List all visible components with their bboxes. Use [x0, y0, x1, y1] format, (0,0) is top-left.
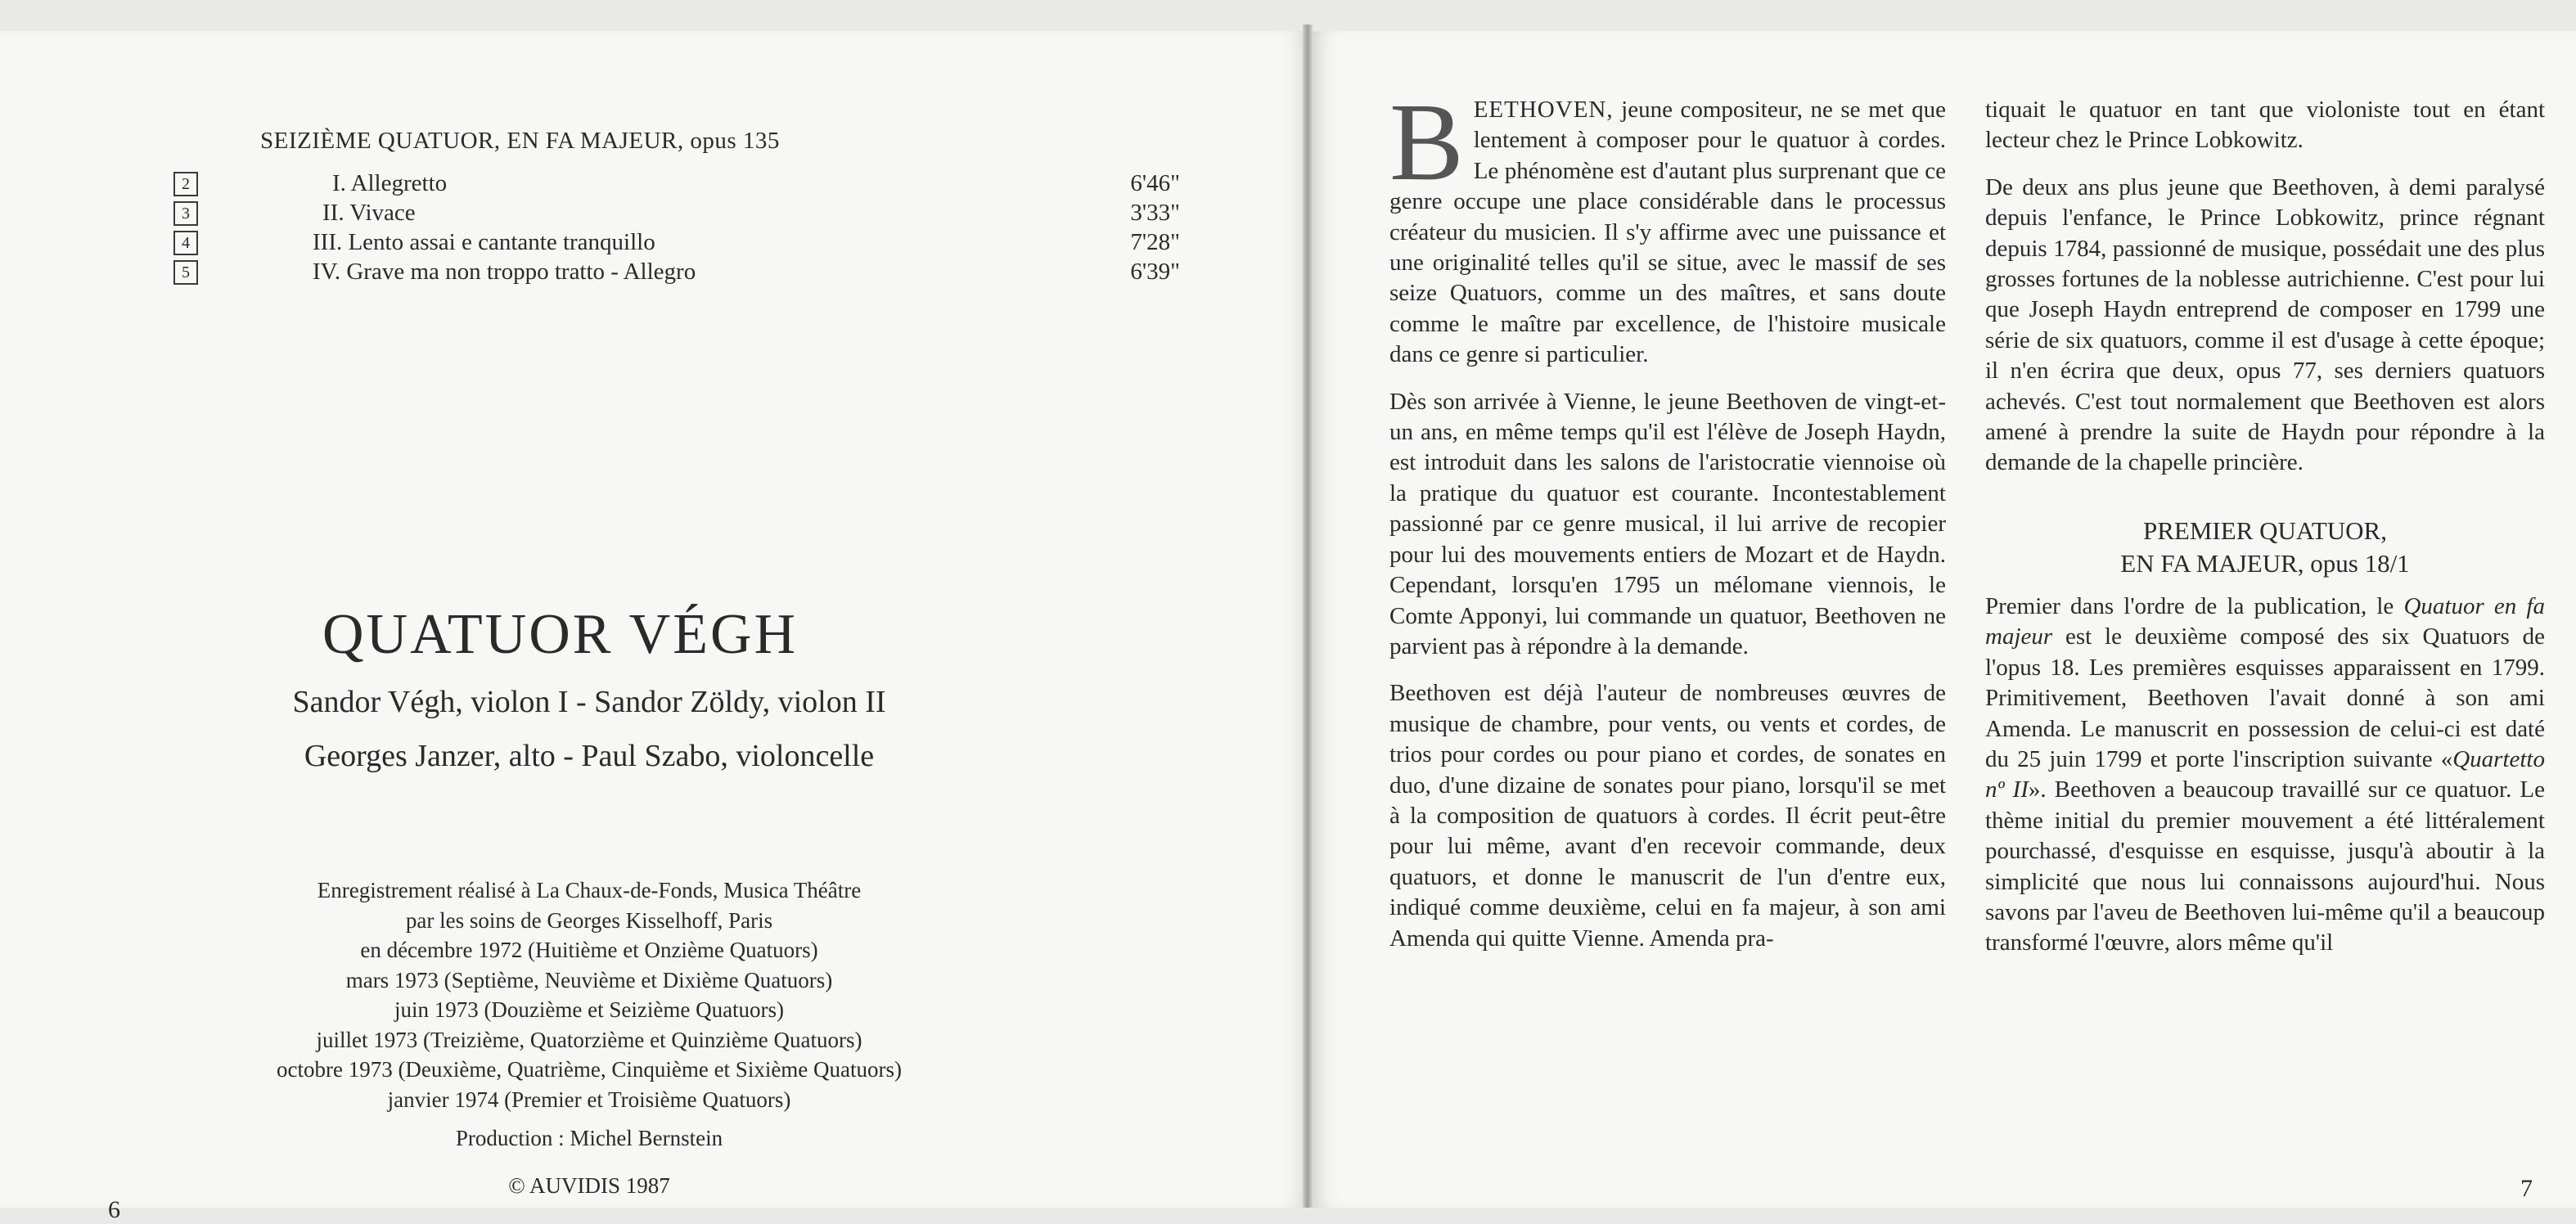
text-column-2 [1985, 95, 2545, 975]
track-row [173, 198, 1180, 227]
paragraph-lead: EETHOVEN, [1473, 97, 1614, 123]
track-row [173, 169, 1180, 198]
italic-title: Quatuor en fa majeur [1985, 592, 2545, 650]
credit-line: mars 1973 (Septième, Neuvième et Dixième Quatuors) [345, 967, 833, 992]
track-row [173, 257, 1180, 286]
track-number-box: 5 [173, 260, 198, 285]
book-gutter [1303, 25, 1313, 1208]
left-page [0, 31, 1303, 1223]
track-number-box: 2 [173, 172, 198, 196]
paragraph-text: ». Beethoven a beaucoup travaillé sur ce quatuor. Le thème initial du premier mouvement a été littéralement pourchassé, d'esquisse en esquisse, jusqu'à aboutir à la simplicité que nous lui connaissons aujourd'hui. Nous savons par l'aveu de Beethoven lui-même qu'il a beaucoup transformé l'œuvre, alors même qu'il [1985, 776, 2545, 956]
track-list [173, 169, 1180, 286]
heading-line-1: PREMIER QUATUOR, [2143, 515, 2387, 545]
paragraph: Beethoven est déjà l'auteur de nombreuses œuvres de musique de chambre, pour vents, ou vents et cordes, de trios pour cordes ou pour piano et cordes, de sonates en duo, d'une dizaine de sonates pour piano, lorsqu'il se met à la composition de quatuors à cordes. Il écrit peut-être pour lui même, avant d'en recevoir commande, deux quatuors, et donne le manuscrit de l'un d'entre eux, indiqué comme deuxième, celui en fa majeur, à son ami Amenda qui quitte Vienne. Amenda pra- [1389, 680, 1946, 952]
track-number-box: 4 [173, 231, 198, 255]
paragraph: tiquait le quatuor en tant que violoniste tout en étant lecteur chez le Prince Lobkowitz. [1985, 97, 2545, 154]
credit-line: janvier 1974 (Premier et Troisième Quatuors) [387, 1087, 791, 1112]
recording-credits [147, 875, 1031, 1114]
paragraph-text: Premier dans l'ordre de la publication, le [1985, 592, 2404, 619]
bleed-through-text [270, 88, 1170, 118]
section-heading [1985, 515, 2545, 580]
credit-line: juillet 1973 (Treizième, Quatorzième et Quinzième Quatuors) [316, 1027, 862, 1052]
credit-line: octobre 1973 (Deuxième, Quatrième, Cinquième et Sixième Quatuors) [276, 1057, 903, 1082]
credit-line: juin 1973 (Douzième et Seizième Quatuors) [394, 997, 785, 1022]
page-number: 6 [108, 1196, 120, 1223]
credit-line: en décembre 1972 (Huitième et Onzième Quatuors) [360, 938, 818, 962]
track-title: I. Allegretto [332, 170, 448, 196]
track-duration: 3'33" [1130, 200, 1180, 226]
paragraph-text: est le deuxième composé des six Quatuors de l'opus 18. Les premières esquisses apparaissent en 1799. Primitivement, Beethoven l'avait donné à son ami Amenda. Le manuscrit en possession de celui-ci est daté du 25 juin 1799 et porte l'inscription suivante « [1985, 623, 2545, 772]
track-title: II. Vivace [322, 200, 416, 226]
paragraph-text: jeune compositeur, ne se met que lentement à composer pour le quatuor à cordes. Le phénomène est d'autant plus surprenant que ce genre occupe une place considérable dans le processus créateur du musicien. Il s'y affirme avec une puissance et une originalité telles qu'il se situe, avec le massif de ses seize Quatuors, comme un des maîtres, et sans doute comme le maître par excellence, de l'histoire musicale dans ce genre si particulier. [1389, 97, 1946, 368]
paragraph: De deux ans plus jeune que Beethoven, à demi paralysé depuis l'enfance, le Prince Lobkowitz, prince régnant depuis 1784, passionné de musique, possédait une des plus grosses fortunes de la noblesse autrichienne. C'est pour lui que Joseph Haydn entreprend de composer en 1799 une série de six quatuors, comme il est d'usage à cette époque; il n'en écrira que deux, opus 77, ses derniers quatuors achevés. C'est tout normalement que Beethoven est alors amené à prendre la suite de Haydn pour répondre à la demande de la chapelle princière. [1985, 173, 2545, 476]
track-duration: 6'46" [1130, 170, 1180, 196]
heading-line-2: EN FA MAJEUR, opus 18/1 [2120, 548, 2410, 578]
producer-credit: Production : Michel Bernstein [455, 1126, 723, 1150]
members-line-1: Sandor Végh, violon I - Sandor Zöldy, violon II [292, 685, 886, 719]
track-duration: 6'39" [1130, 259, 1180, 285]
paragraph: Dès son arrivée à Vienne, le jeune Beethoven de vingt-et-un ans, en même temps qu'il est l'élève de Joseph Haydn, est introduit dans les salons de l'aristocratie viennoise où la pratique du quatuor est courante. Incontestablement passionné par ce genre musical, il lui arrive de recopier pour lui des mouvements entiers de Mozart et de Haydn. Cependant, lorsqu'en 1795 un mélomane viennois, le Comte Apponyi, lui commande un quatuor, Beethoven ne parvient pas à répondre à la demande. [1389, 388, 1946, 659]
credit-line: Enregistrement réalisé à La Chaux-de-Fonds, Musica Théâtre [317, 878, 862, 902]
credit-line: par les soins de Georges Kisselhoff, Paris [405, 907, 773, 933]
track-duration: 7'28" [1130, 229, 1180, 255]
track-number-box: 3 [173, 201, 198, 226]
quartet-title: SEIZIÈME QUATUOR, EN FA MAJEUR, opus 135 [260, 128, 780, 154]
page-number: 7 [2520, 1175, 2533, 1202]
copyright-notice: © AUVIDIS 1987 [508, 1173, 670, 1198]
text-column-1 [1389, 81, 1946, 970]
ensemble-name: QUATUOR VÉGH [322, 603, 799, 666]
track-title: III. Lento assai e cantante tranquillo [313, 229, 655, 255]
italic-inscription: Quartetto nº II [1985, 745, 2545, 803]
right-page [1313, 31, 2576, 1208]
paragraph [1985, 592, 2545, 959]
track-row [173, 227, 1180, 257]
paragraph [1389, 81, 1946, 371]
members-line-2: Georges Janzer, alto - Paul Szabo, violoncelle [304, 739, 875, 773]
track-title: IV. Grave ma non troppo tratto - Allegro [313, 259, 696, 285]
drop-cap: B [1389, 81, 1464, 204]
